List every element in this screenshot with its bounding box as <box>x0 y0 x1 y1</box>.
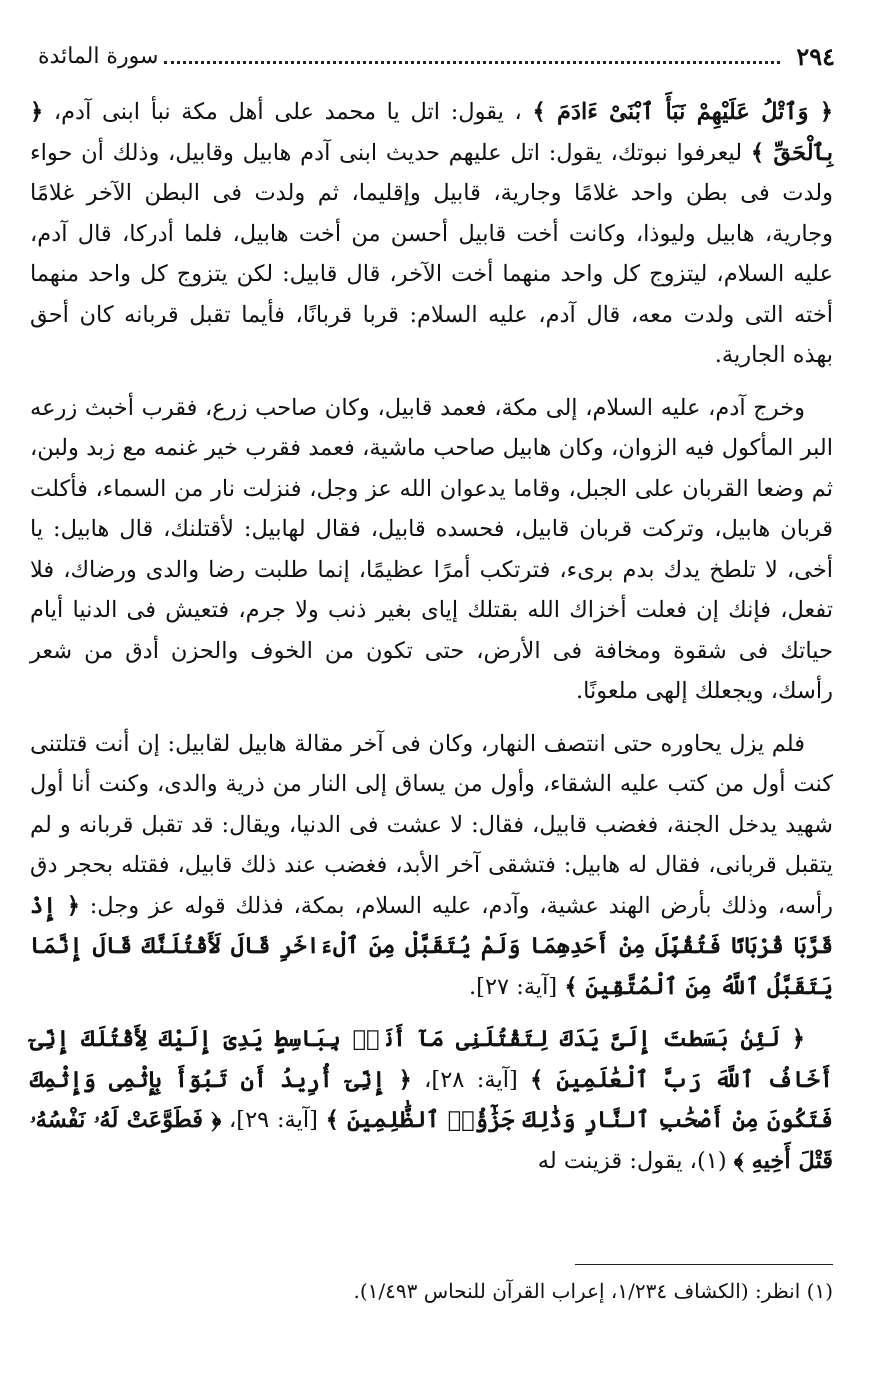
verse-reference: [آية: ٢٩]، <box>221 1107 318 1133</box>
footnote: (١) انظر: (الكشاف ١/٢٣٤، إعراب القرآن للنحاس ١/٤٩٣). <box>353 1279 833 1303</box>
surah-title: سورة المائدة <box>38 43 159 69</box>
paragraph-4 <box>30 1019 833 1181</box>
main-text <box>30 92 833 1193</box>
quran-verse: ﴿ إِذْ قَرَّبَا قُرْبَانًا فَتُقُبِّلَ مِنْ أَحَدِهِمَا وَلَمْ يُتَقَبَّلْ مِنَ ٱلْءَاخَرِ قَالَ لَأَقْتُلَنَّكَ قَالَ إِنَّمَا يَتَقَبَّلُ ٱللَّهُ مِنَ ٱلْمُتَّقِينَ ﴾ <box>30 892 833 1000</box>
verse-reference: [آية: ٢٨]، <box>411 1066 518 1093</box>
page-header <box>38 38 835 74</box>
commentary-text: ، يقول: اتل يا محمد على أهل مكة نبأ ابنى آدم، <box>43 99 522 125</box>
commentary-text: ليعرفوا نبوتك، يقول: اتل عليهم حديث ابنى آدم هابيل وقابيل، وذلك أن حواء ولدت فى بطن واحد غلامًا وجارية، قابيل وإقليما، ثم ولدت فى البطن الآخر غلامًا وجارية، هابيل وليوذا، وكانت أخت قابيل أحسن من أخت هابيل، فلما أدركا، قال آدم، عليه السلام، ليتزوج كل واحد منهما أخت الآخر، قال قابيل: لكن يتزوج كل واحد منهما أخته التى ولدت معه، قال آدم، عليه السلام: قربا قربانًا، فأيما تقبل قربانه كان أحق بهذه الجارية. <box>30 139 833 368</box>
quran-verse: ﴿ فَطَوَّعَتْ لَهُۥ نَفْسُهُۥ قَتْلَ أَخِيهِ ﴾ <box>30 1107 833 1174</box>
footnote-divider <box>575 1264 833 1265</box>
paragraph-2 <box>30 388 833 712</box>
quran-verse: ﴿ وَٱتْلُ عَلَيْهِمْ نَبَأَ ٱبْنَىْ ءَادَمَ ﴾ <box>532 99 834 125</box>
paragraph-3 <box>30 724 833 1008</box>
verse-reference: [آية: ٢٧]. <box>469 973 558 1000</box>
commentary-text: (١)، يقول: قزينت له <box>537 1147 727 1174</box>
header-dotted-leader <box>164 61 780 64</box>
page-number: ٢٩٤ <box>796 41 835 71</box>
commentary-text: وخرج آدم، عليه السلام، إلى مكة، فعمد قابيل، وكان صاحب زرع، فقرب أخبث زرعه البر المأكول فيه الزوان، وكان هابيل صاحب ماشية، فعمد فقرب خير غنمه مع زبد ولبن، ثم وضعا القربان على الجبل، وقاما يدعوان الله عز وجل، فنزلت نار من السماء، فأكلت قربان هابيل، وتركت قربان قابيل، فحسده قابيل، فقال لهابيل: لأقتلنك، قال هابيل: يا أخى، لا تلطخ يدك بدم برىء، فترتكب أمرًا عظيمًا، إنما طلبت رضا والدى ورضاك، فلا تفعل، فإنك إن فعلت أخزاك الله بقتلك إياى بغير ذنب ولا جرم، فتعيش فى الدنيا أيام حياتك فى شقوة ومخافة فى الأرض، حتى تكون من الخوف والحزن أدق من شعر رأسك، ويجعلك إلهى ملعونًا. <box>30 394 833 704</box>
quran-verse: ﴿ بِٱلْحَقِّ ﴾ <box>30 99 833 166</box>
commentary-text: فلم يزل يحاوره حتى انتصف النهار، وكان فى آخر مقالة هابيل لقابيل: إن أنت قتلتنى كنت أول من كتب عليه الشقاء، وأول من يساق إلى النار من ذرية والدى، وكنت أنا أول شهيد يدخل الجنة، فغضب قابيل، فقال: لا عشت فى الدنيا، ويقال: قد تقبل قربانه و لم يتقبل قربانى، فقال له هابيل: فتشقى آخر الأبد، فغضب عند ذلك قابيل، فقتله بحجر دق رأسه، وذلك بأرض الهند عشية، وآدم، عليه السلام، بمكة، فذلك قوله عز وجل: <box>30 730 834 919</box>
paragraph-1 <box>30 92 833 376</box>
quran-verse: ﴿ إِنِّىٓ أُرِيدُ أَن تَبُوٓأَ بِإِثْمِى وَإِثْمِكَ فَتَكُونَ مِنْ أَصْحَٰبِ ٱلنَّارِ وَذَٰلِكَ جَزَٰٓؤُا۟ ٱلظَّٰلِمِينَ ﴾ <box>30 1066 833 1133</box>
quran-verse: ﴿ لَئِنۢ بَسَطتَ إِلَىَّ يَدَكَ لِتَقْتُلَنِى مَآ أَنَا۠ بِبَاسِطٍ يَدِىَ إِلَيْكَ لِأَقْتُلَكَ إِنِّىٓ أَخَافُ ٱللَّهَ رَبَّ ٱلْعَٰلَمِينَ ﴾ <box>30 1026 833 1093</box>
